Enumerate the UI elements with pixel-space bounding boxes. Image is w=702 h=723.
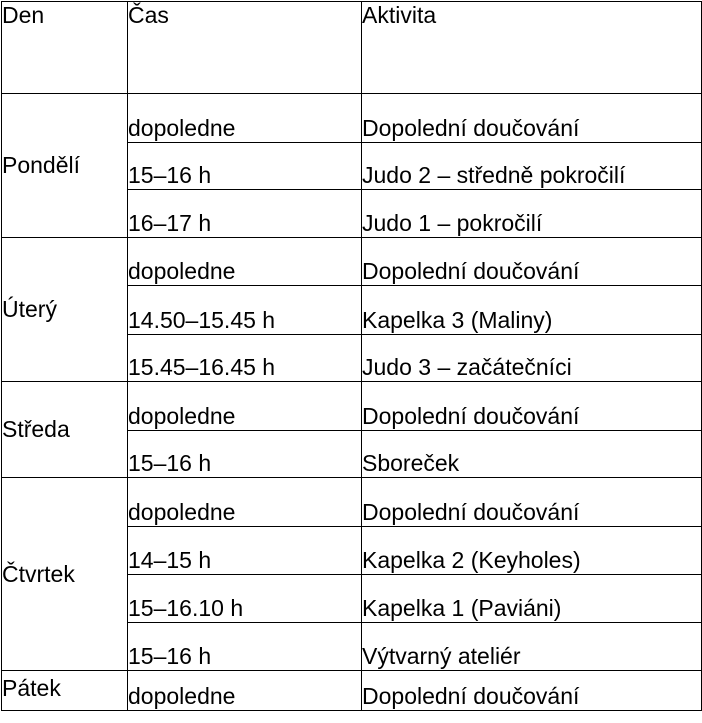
day-cell-friday: Pátek: [2, 671, 128, 711]
time-cell: dopoledne: [128, 238, 362, 286]
activity-cell: Judo 2 – středně pokročilí: [362, 143, 702, 190]
day-cell-thursday: Čtvrtek: [2, 478, 128, 671]
time-cell: dopoledne: [128, 382, 362, 431]
activity-cell: Kapelka 3 (Maliny): [362, 286, 702, 335]
activity-cell: Dopolední doučování: [362, 671, 702, 711]
activity-cell: Dopolední doučování: [362, 238, 702, 286]
activity-cell: Dopolední doučování: [362, 94, 702, 143]
time-cell: 15–16 h: [128, 431, 362, 478]
time-cell: 15–16.10 h: [128, 575, 362, 623]
table-row: [2, 382, 702, 431]
activity-cell: Sboreček: [362, 431, 702, 478]
activity-cell: Dopolední doučování: [362, 478, 702, 527]
day-cell-tuesday: Úterý: [2, 238, 128, 382]
table-header-row: [2, 2, 702, 94]
time-cell: dopoledne: [128, 478, 362, 527]
activity-cell: Kapelka 1 (Paviáni): [362, 575, 702, 623]
header-day: Den: [2, 2, 128, 94]
time-cell: dopoledne: [128, 94, 362, 143]
activity-cell: Výtvarný ateliér: [362, 623, 702, 671]
day-cell-monday: Pondělí: [2, 94, 128, 238]
time-cell: 14–15 h: [128, 527, 362, 575]
time-cell: dopoledne: [128, 671, 362, 711]
table-row: [2, 478, 702, 527]
time-cell: 16–17 h: [128, 190, 362, 238]
activity-cell: Judo 1 – pokročilí: [362, 190, 702, 238]
activity-cell: Judo 3 – začátečníci: [362, 335, 702, 382]
table-row: [2, 238, 702, 286]
table-row: [2, 671, 702, 711]
header-activity: Aktivita: [362, 2, 702, 94]
time-cell: 15–16 h: [128, 143, 362, 190]
day-cell-wednesday: Středa: [2, 382, 128, 478]
table-row: [2, 94, 702, 143]
time-cell: 14.50–15.45 h: [128, 286, 362, 335]
time-cell: 15.45–16.45 h: [128, 335, 362, 382]
activity-cell: Kapelka 2 (Keyholes): [362, 527, 702, 575]
schedule-table: [1, 1, 702, 711]
activity-cell: Dopolední doučování: [362, 382, 702, 431]
time-cell: 15–16 h: [128, 623, 362, 671]
header-time: Čas: [128, 2, 362, 94]
